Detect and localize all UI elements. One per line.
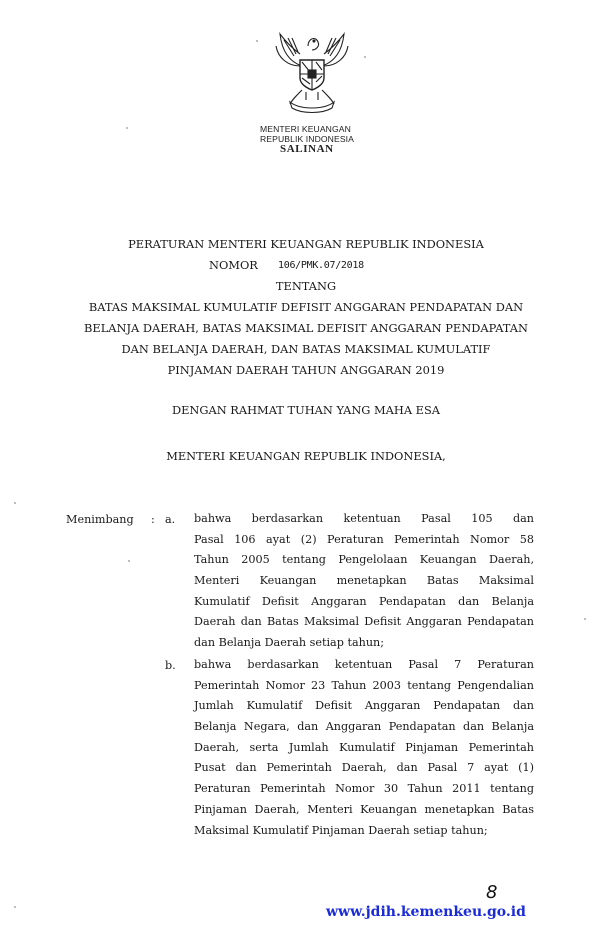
scan-speck	[364, 56, 366, 58]
country-name: REPUBLIK INDONESIA	[260, 134, 354, 144]
jdih-website-link[interactable]: www.jdih.kemenkeu.go.id	[326, 904, 526, 920]
scan-speck	[14, 906, 16, 908]
item-b-line: Belanja Negara, dan Anggaran Pendapatan dan Belanja	[194, 720, 534, 734]
item-a-line: Pasal 106 ayat (2) Peraturan Pemerintah Nomor 58	[194, 532, 534, 546]
regulation-title: PERATURAN MENTERI KEUANGAN REPUBLIK INDONESIA	[128, 237, 484, 251]
item-b-line: Peraturan Pemerintah Nomor 30 Tahun 2011 tentang	[194, 782, 534, 796]
tentang-heading: TENTANG	[275, 279, 337, 293]
scan-speck	[584, 618, 586, 620]
item-a-line: Daerah dan Batas Maksimal Defisit Anggaran Pendapatan	[194, 615, 534, 629]
scan-speck	[126, 127, 128, 129]
item-a-line: dan Belanja Daerah setiap tahun;	[194, 636, 384, 650]
item-a-line: Menteri Keuangan menetapkan Batas Maksimal	[194, 574, 534, 588]
menimbang-colon: :	[151, 513, 155, 526]
subject-line-1: BATAS MAKSIMAL KUMULATIF DEFISIT ANGGARAN PENDAPATAN DAN	[88, 300, 524, 314]
item-b-line: Daerah, serta Jumlah Kumulatif Pinjaman Pemerintah	[194, 740, 534, 754]
item-b-paragraph	[194, 655, 534, 841]
item-b-line: Jumlah Kumulatif Defisit Anggaran Pendapatan dan	[194, 699, 534, 713]
issuer: MENTERI KEUANGAN REPUBLIK INDONESIA,	[166, 449, 446, 463]
nomor-label: NOMOR	[209, 258, 258, 272]
item-b-line: Pinjaman Daerah, Menteri Keuangan menetapkan Batas	[194, 802, 534, 816]
invocation: DENGAN RAHMAT TUHAN YANG MAHA ESA	[171, 403, 441, 417]
page-number-handwritten: 8	[486, 882, 498, 903]
ministry-name: MENTERI KEUANGAN	[260, 124, 351, 134]
item-b-line: bahwa berdasarkan ketentuan Pasal 7 Peraturan	[194, 658, 534, 671]
scan-speck	[128, 560, 130, 562]
item-b-line: Pusat dan Pemerintah Daerah, dan Pasal 7 ayat (1)	[194, 761, 534, 775]
nomor-value: 106/PMK.07/2018	[278, 260, 364, 271]
item-b-line: Maksimal Kumulatif Pinjaman Daerah setiap tahun;	[194, 823, 488, 837]
item-b-letter: b.	[165, 659, 176, 672]
item-a-paragraph	[194, 509, 534, 654]
scan-speck	[14, 502, 16, 504]
garuda-emblem-icon	[272, 26, 352, 114]
item-a-line: Tahun 2005 tentang Pengelolaan Keuangan Daerah,	[194, 553, 534, 567]
item-a-letter: a.	[165, 513, 176, 526]
subject-line-3: DAN BELANJA DAERAH, DAN BATAS MAKSIMAL KUMULATIF	[121, 342, 491, 356]
item-b-line: Pemerintah Nomor 23 Tahun 2003 tentang Pengendalian	[194, 678, 534, 692]
menimbang-label: Menimbang	[66, 513, 134, 526]
salinan-stamp: SALINAN	[280, 143, 334, 155]
subject-line-4: PINJAMAN DAERAH TAHUN ANGGARAN 2019	[167, 363, 445, 377]
subject-line-2: BELANJA DAERAH, BATAS MAKSIMAL DEFISIT ANGGARAN PENDAPATAN	[84, 321, 528, 335]
item-a-line: Kumulatif Defisit Anggaran Pendapatan dan Belanja	[194, 594, 534, 608]
scan-speck	[256, 40, 258, 42]
item-a-line: bahwa berdasarkan ketentuan Pasal 105 dan	[194, 512, 534, 525]
